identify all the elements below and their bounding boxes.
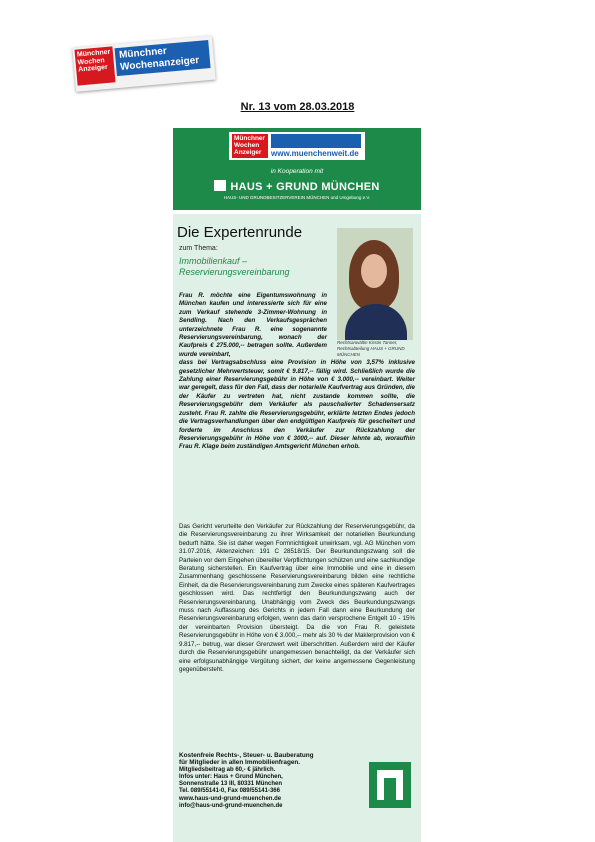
article-box	[173, 214, 421, 842]
lead-bottom: dass bei Vertragsabschluss eine Provision in Höhe von 3,57% inklusive gesetzlicher Mehrwertsteuer, somit € 9.817,-- fällig wird. Schließlich wurde die Zahlung einer Reservierungsgebühr in Höhe von € 3.000,-- vereinbart. Weiter war geregelt, dass für den Fall, dass der notarielle Kaufvertrag aus Gründen, die der Käufer zu vertreten hat, nicht zustande kommen sollte, die Reservierungsgebühr dem Verkäufer als pauschalierter Schadensersatz zusteht. Frau R. zahlte die Reservierungsgebühr, erklärte letzten Endes jedoch die Vertragsverhandlungen über den endgültigen Kaufpreis für gescheitert und forderte im Anschluss den Verkäufer zur Rückzahlung der Reservierungsgebühr in Höhe von € 3000,-- auf. Dieser lehnte ab, woraufhin Frau R. Klage beim zuständigen Amtsgericht München erhob.	[179, 359, 415, 451]
topic-intro: zum Thema:	[179, 245, 218, 252]
lead-top: Frau R. möchte eine Eigentumswohnung in München kaufen und interessierte sich für eine zum Verkauf stehende 3-Zimmer-Wohnung in Sendling. Nach den Verkaufsgesprächen unterzeichnete Frau R. eine sogenannte Reservierungsvereinbarung, wonach der Kaufpreis € 275.000,-- betragen sollte. Außerdem wurde vereinbart,	[179, 292, 327, 358]
mini-logo-blue	[271, 134, 361, 148]
photo-face	[361, 254, 387, 288]
website-label: www.muenchenweit.de	[271, 149, 359, 158]
footer-line-2: für Mitglieder in allen Immobilienfragen.	[179, 759, 301, 767]
logo-red-block: Münchner Wochen Anzeiger	[75, 46, 116, 85]
haus-grund-logo	[369, 762, 411, 808]
footer-line-5: Sonnenstraße 13 III, 80331 München	[179, 781, 283, 788]
footer-line-3: Mitgliedsbeitrag ab 60,- € jährlich.	[179, 766, 276, 773]
kooperation-label: in Kooperation mit	[270, 168, 324, 175]
footer-line-1: Kostenfreie Rechts-, Steuer- u. Bauberatung	[179, 752, 314, 759]
mini-newspaper-logo	[229, 132, 365, 160]
header-banner	[173, 128, 421, 210]
topic-heading: Immobilienkauf – Reservierungsvereinbarung	[179, 256, 290, 277]
logo-blue-block: Münchner Wochenanzeiger	[115, 40, 211, 76]
org-title	[173, 180, 421, 193]
mini-logo-red: Münchner Wochen Anzeiger	[232, 134, 268, 158]
logo-house-shape	[377, 770, 403, 800]
house-icon	[214, 180, 226, 191]
newspaper-logo	[64, 32, 218, 97]
footer-info	[179, 752, 359, 810]
body-paragraph: Das Gericht verurteilte den Verkäufer zur Rückzahlung der Reservierungsgebühr, da die Reservierungsvereinbarung zu ihrer Wirksamkeit der notariellen Beurkundung bedurft hätte. Sie ist daher wegen Formnichtigkeit unwirksam, vgl. AG München vom 31.07.2016, Aktenzeichen: 191 C 28518/15. Der Beurkundungszwang soll die Parteien vor dem Eingehen übereilter Verpflichtungen schützen und eine sachkundige Beratung sicherstellen. Ein Kaufvertrag über eine Immobilie und eine in diesem Zusammenhang geschlossene Reservierungsvereinbarung bilden eine rechtliche Einheit, da die Reservierungsvereinbarung zum Zwecke eines späteren Kaufvertrages geschlossen wird. Das rechtfertigt den Beurkundungszwang auch der Reservierungsvereinbarung. Unabhängig vom Zweck des Beurkundungszwangs muss nach Auffassung des Gerichts in jedem Fall dann eine Beurkundung der Reservierungsvereinbarung erfolgen, wenn das darin versprochene Entgelt 10 - 15% der vereinbarten Provision übersteigt. Da die von Frau R. geleistete Reservierungsgebühr in Höhe von € 3.000,-- mehr als 30 % der Maklerprovision von € 9.817,-- betrug, war dieser Grenzwert weit überschritten. Außerdem wird der Käufer durch die Reservierungsgebühr unangemessen benachteiligt, da der Verkäufer sich eine erfolgsunabhängige Vergütung sichert, der keine angemessene Gegenleistung gegenübersteht.	[179, 523, 415, 673]
footer-email-link[interactable]: info@haus-und-grund-muenchen.de	[179, 803, 283, 810]
lead-paragraph	[179, 292, 415, 452]
photo-caption: Rechtsanwältin Kirstin Tanner, Rechtsabteilung HAUS + GRUND MÜNCHEN	[337, 340, 405, 357]
article-title: Die Expertenrunde	[177, 224, 303, 241]
footer-website-link[interactable]: www.haus-und-grund-muenchen.de	[179, 795, 282, 802]
org-subtitle: HAUS- UND GRUNDBESITZERVEREIN MÜNCHEN und Umgebung e.V.	[223, 195, 371, 200]
org-name: HAUS + GRUND MÜNCHEN	[230, 181, 380, 193]
issue-line: Nr. 13 vom 28.03.2018	[240, 101, 355, 113]
footer-line-6: Tel. 089/55141-0, Fax 089/55141-366	[179, 788, 280, 795]
footer-line-4: Infos unter: Haus + Grund München,	[179, 773, 283, 780]
